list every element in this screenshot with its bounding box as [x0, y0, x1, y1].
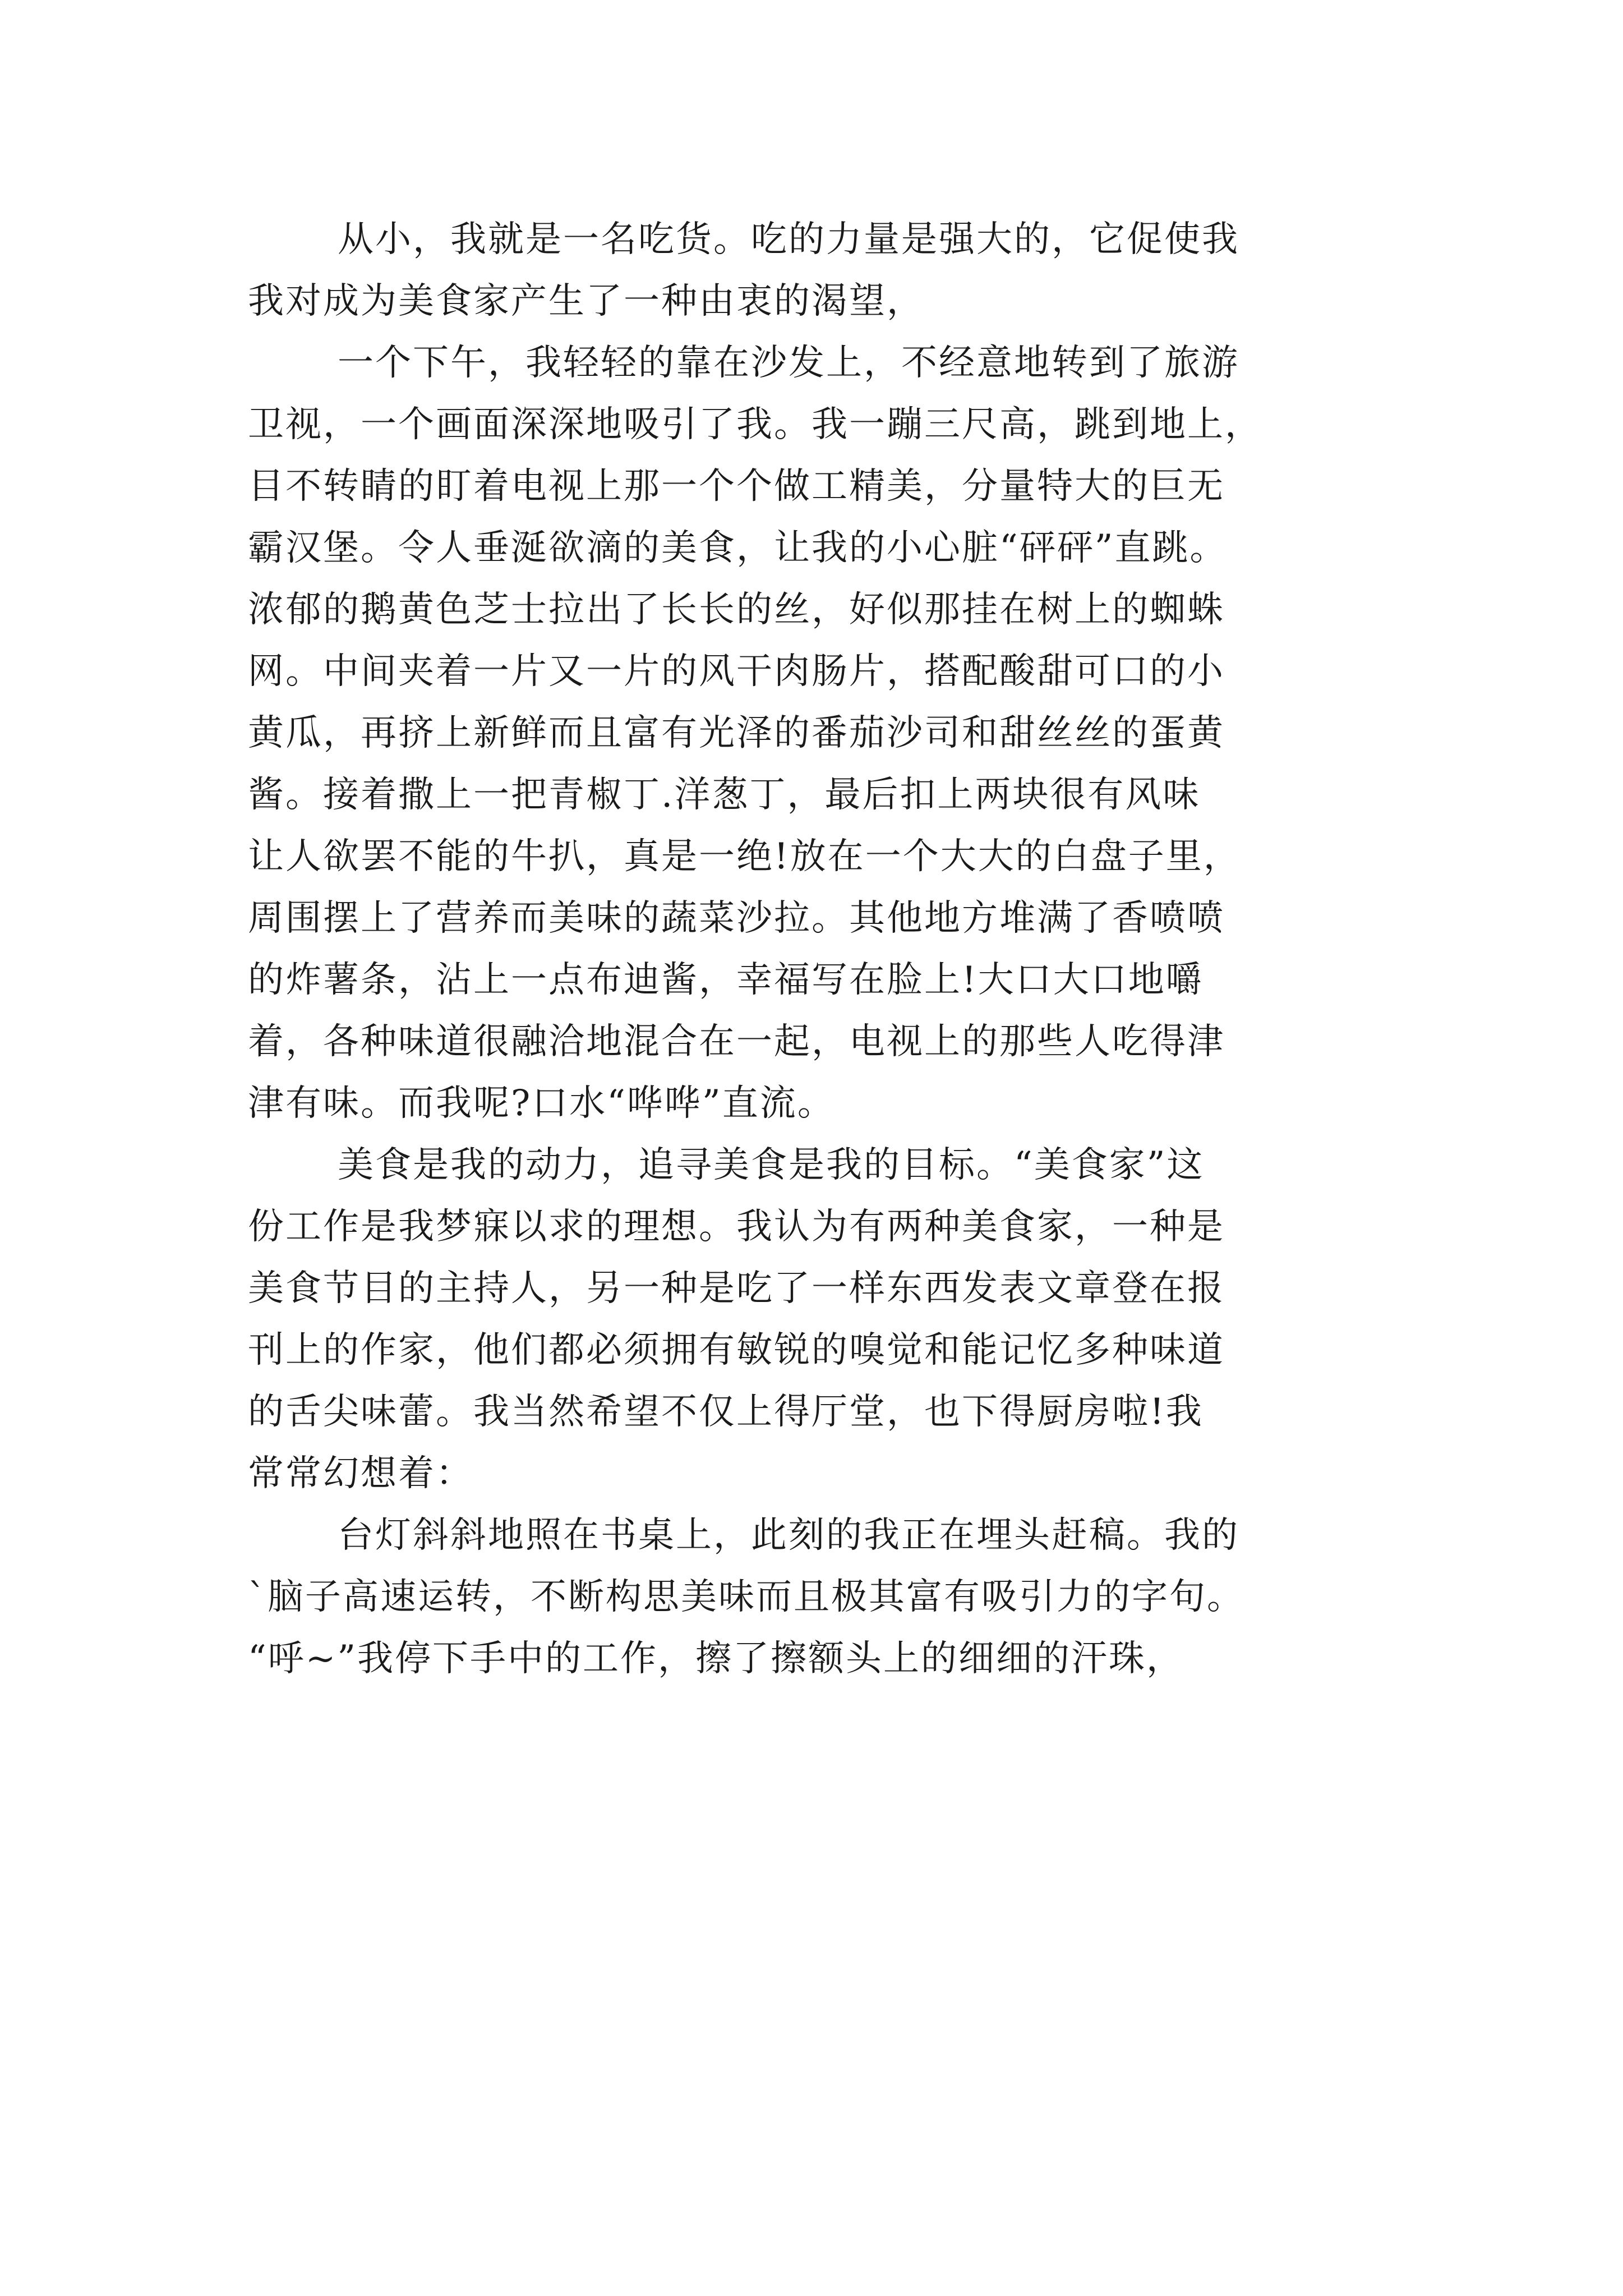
text-line: 美食是我的动力，追寻美食是我的目标。“美食家”这 — [338, 1144, 1205, 1186]
text-line: 的舌尖味蕾。我当然希望不仅上得厅堂，也下得厨房啦!我 — [248, 1391, 1204, 1433]
text-line: 网。中间夹着一片又一片的风干肉肠片，搭配酸甜可口的小 — [248, 651, 1225, 692]
text-line: 让人欲罢不能的牛扒，真是一绝!放在一个大大的白盘子里， — [248, 836, 1241, 877]
text-line: 黄瓜，再挤上新鲜而且富有光泽的番茄沙司和甜丝丝的蛋黄 — [248, 712, 1225, 754]
text-line: 酱。接着撒上一把青椒丁.洋葱丁，最后扣上两块很有风味 — [248, 774, 1201, 816]
text-line: 周围摆上了营养而美味的蔬菜沙拉。其他地方堆满了香喷喷 — [248, 898, 1225, 939]
text-line: 一个下午，我轻轻的靠在沙发上，不经意地转到了旅游 — [338, 342, 1239, 384]
text-line: 份工作是我梦寐以求的理想。我认为有两种美食家，一种是 — [248, 1206, 1225, 1248]
text-line: 常常幻想着： — [248, 1453, 473, 1494]
text-line: 从小，我就是一名吃货。吃的力量是强大的，它促使我 — [338, 219, 1239, 260]
body-text — [248, 209, 1454, 1690]
text-line: 刊上的作家，他们都必须拥有敏锐的嗅觉和能记忆多种味道 — [248, 1329, 1225, 1371]
text-line: 我对成为美食家产生了一种由衷的渴望， — [248, 280, 924, 322]
text-line: “呼~”我停下手中的工作，擦了擦额头上的细细的汗珠， — [248, 1638, 1184, 1680]
text-line: 的炸薯条，沾上一点布迪酱，幸福写在脸上!大口大口地嚼 — [248, 959, 1204, 1001]
text-line: 美食节目的主持人，另一种是吃了一样东西发表文章登在报 — [248, 1268, 1225, 1309]
text-line: 着，各种味道很融洽地混合在一起，电视上的那些人吃得津 — [248, 1021, 1225, 1062]
text-line: 台灯斜斜地照在书桌上，此刻的我正在埋头赶稿。我的 — [338, 1515, 1239, 1556]
text-line: 霸汉堡。令人垂涎欲滴的美食，让我的小心脏“砰砰”直跳。 — [248, 527, 1228, 569]
text-line: 目不转睛的盯着电视上那一个个做工精美，分量特大的巨无 — [248, 466, 1225, 507]
text-line: 卫视，一个画面深深地吸引了我。我一蹦三尺高，跳到地上， — [248, 404, 1262, 445]
text-line: 浓郁的鹅黄色芝士拉出了长长的丝，好似那挂在树上的蜘蛛 — [248, 589, 1225, 631]
text-line: `脑子高速运转，不断构思美味而且极其富有吸引力的字句。 — [248, 1576, 1244, 1618]
text-line: 津有味。而我呢?口水“哗哗”直流。 — [248, 1083, 835, 1124]
